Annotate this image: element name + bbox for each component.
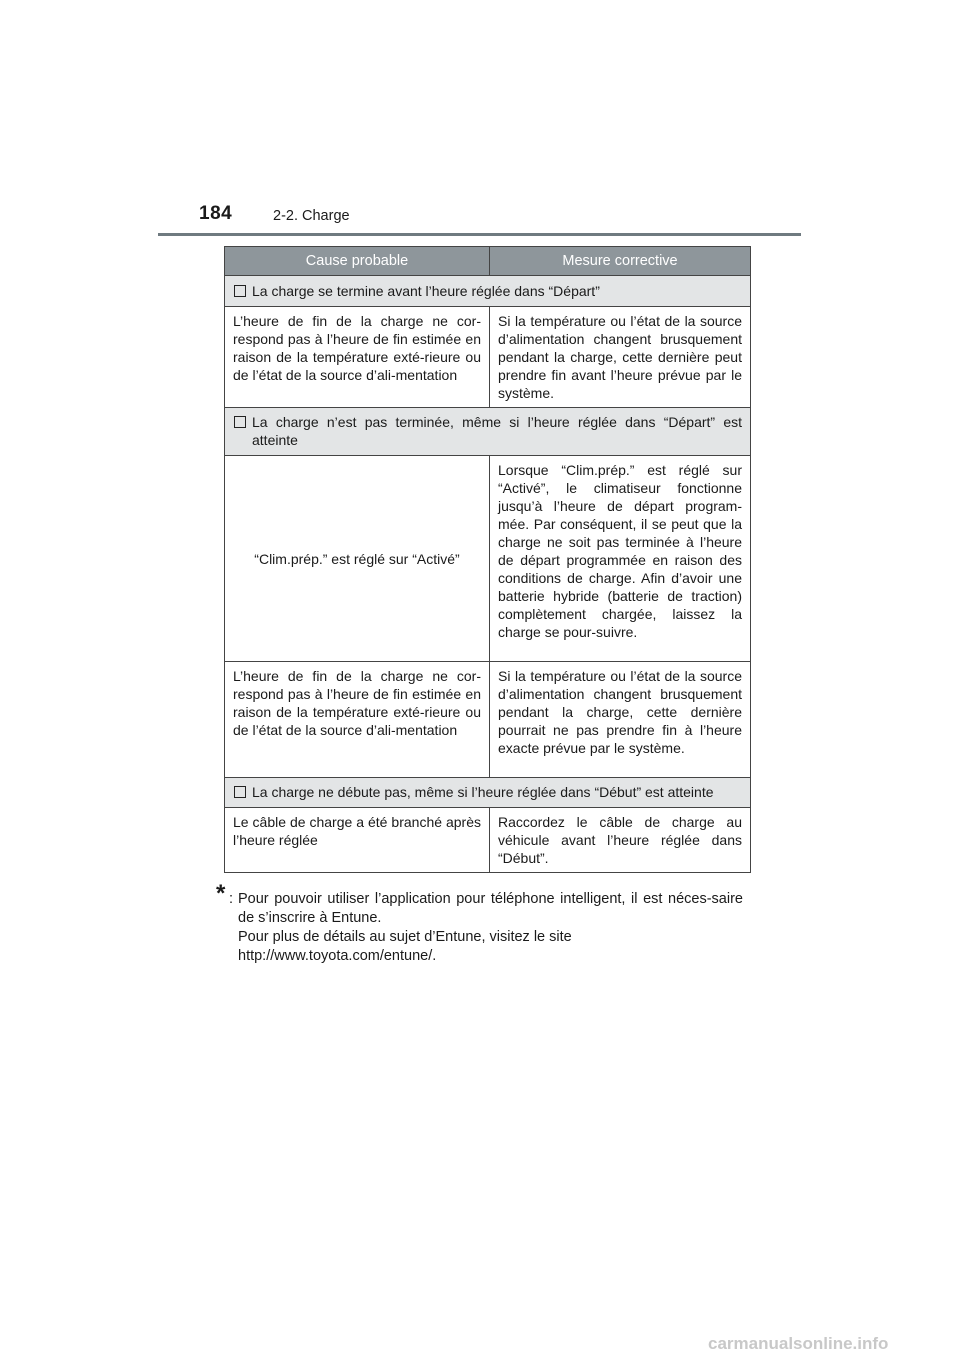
condition-row — [225, 408, 751, 456]
cause-cell: “Clim.prép.” est réglé sur “Activé” — [225, 456, 490, 662]
footnote-line: Pour plus de détails au sujet d’Entune, visitez le site — [238, 929, 572, 945]
checkbox-square-icon — [234, 285, 246, 297]
condition-text: La charge n’est pas terminée, même si l’heure réglée dans “Départ” est atteinte — [252, 414, 742, 448]
condition-row — [225, 778, 751, 808]
footnote — [216, 880, 743, 966]
condition-text: La charge ne débute pas, même si l’heure réglée dans “Début” est atteinte — [252, 784, 714, 800]
table-row — [225, 456, 751, 662]
table-header-row — [225, 247, 751, 276]
cause-cell: L’heure de fin de la charge ne cor-respond pas à l’heure de fin estimée en raison de la température exté-rieure ou de l’état de la source d’ali-mentation — [225, 662, 490, 778]
remedy-cell: Lorsque “Clim.prép.” est réglé sur “Activé”, le climatiseur fonctionne jusqu’à l’heure de départ program-mée. Par conséquent, il se peut que la charge ne soit pas terminée à l’heure de départ programmée en raison des conditions de charge. Afin d’avoir une batterie hybride (batterie de traction) complètement chargée, laissez la charge se pour-suivre. — [490, 456, 751, 662]
remedy-cell: Raccordez le câble de charge au véhicule avant l’heure réglée dans “Début”. — [490, 808, 751, 873]
remedy-cell: Si la température ou l’état de la source d’alimentation changent brusquement pendant la charge, cette dernière pourrait ne pas prendre fin à l’heure exacte prévue par le système. — [490, 662, 751, 778]
cause-cell: L’heure de fin de la charge ne cor-respond pas à l’heure de fin estimée en raison de la température exté-rieure ou de l’état de la source d’ali-mentation — [225, 307, 490, 408]
condition-text: La charge se termine avant l’heure réglée dans “Départ” — [252, 282, 600, 299]
cause-cell: Le câble de charge a été branché après l’heure réglée — [225, 808, 490, 873]
table-row — [225, 808, 751, 873]
condition-row — [225, 276, 751, 307]
page-number: 184 — [199, 203, 233, 224]
footnote-marker: * — [216, 880, 226, 907]
table-row — [225, 662, 751, 778]
checkbox-square-icon — [234, 786, 246, 798]
column-header-remedy: Mesure corrective — [490, 247, 751, 276]
troubleshooting-table — [224, 246, 751, 873]
remedy-cell: Si la température ou l’état de la source d’alimentation changent brusquement pendant la charge, cette dernière peut prendre fin avant l’heure prévue par le système. — [490, 307, 751, 408]
footnote-url: http://www.toyota.com/entune/. — [238, 948, 437, 964]
table-row — [225, 307, 751, 408]
section-title: 2-2. Charge — [273, 208, 350, 224]
footnote-line: Pour pouvoir utiliser l’application pour téléphone intelligent, il est néces-saire de s’inscrire à Entune. — [238, 891, 743, 926]
checkbox-square-icon — [234, 416, 246, 428]
header-divider — [158, 233, 801, 236]
column-header-cause: Cause probable — [225, 247, 490, 276]
footnote-colon: : — [229, 891, 234, 907]
watermark: carmanualsonline.info — [708, 1334, 889, 1353]
